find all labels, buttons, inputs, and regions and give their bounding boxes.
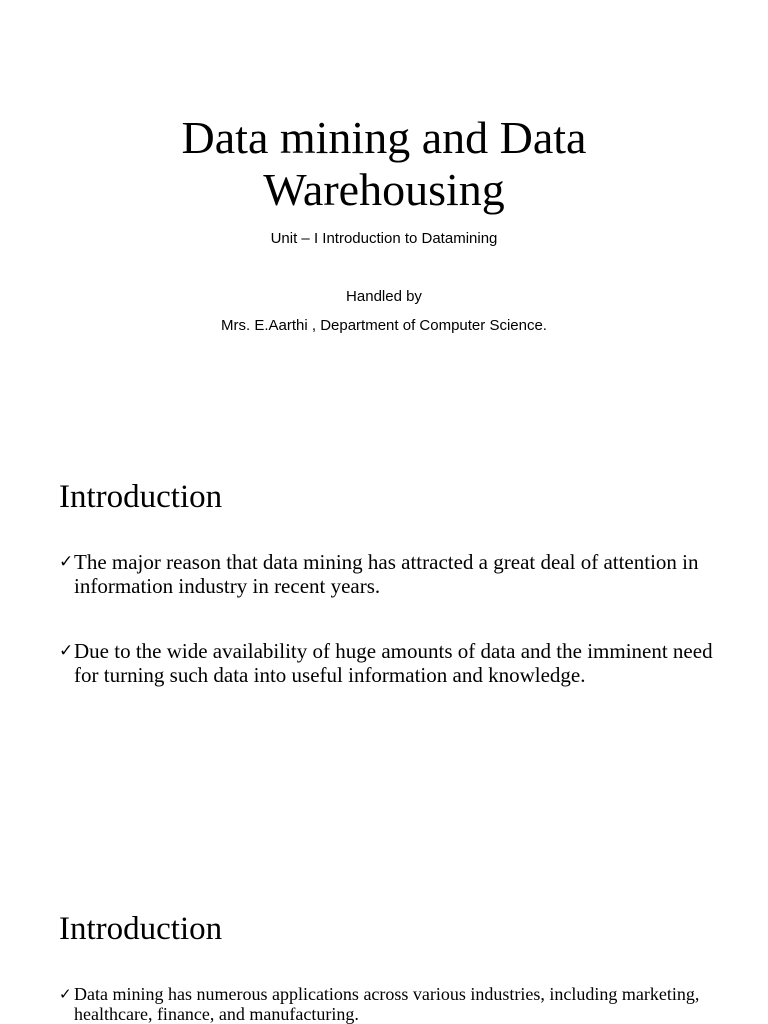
section-heading: Introduction (59, 479, 223, 515)
checkmark-icon: ✓ (59, 641, 74, 661)
unit-subtitle: Unit – I Introduction to Datamining (270, 230, 498, 247)
author-line: Mrs. E.Aarthi , Department of Computer Science. (221, 317, 547, 334)
introduction-slide-1 (0, 432, 768, 864)
bullet-item (59, 550, 729, 598)
checkmark-icon: ✓ (59, 552, 74, 572)
bullet-item (59, 639, 719, 687)
handled-by-label: Handled by (346, 288, 422, 305)
title-slide (0, 0, 768, 432)
title-line-2: Warehousing (263, 164, 505, 215)
bullet-text: The major reason that data mining has attracted a great deal of attention in information industry in recent years. (74, 550, 699, 598)
introduction-slide-2 (0, 864, 768, 1024)
section-heading: Introduction (59, 911, 223, 947)
bullet-text: Due to the wide availability of huge amounts of data and the imminent need for turning such data into useful information and knowledge. (74, 639, 713, 687)
bullet-item (59, 984, 729, 1024)
bullet-text: Data mining has numerous applications across various industries, including marketing, healthcare, finance, and manufacturing. (74, 984, 700, 1024)
checkmark-icon: ✓ (59, 985, 72, 1003)
document-title (0, 112, 768, 216)
title-line-1: Data mining and Data (181, 112, 587, 163)
